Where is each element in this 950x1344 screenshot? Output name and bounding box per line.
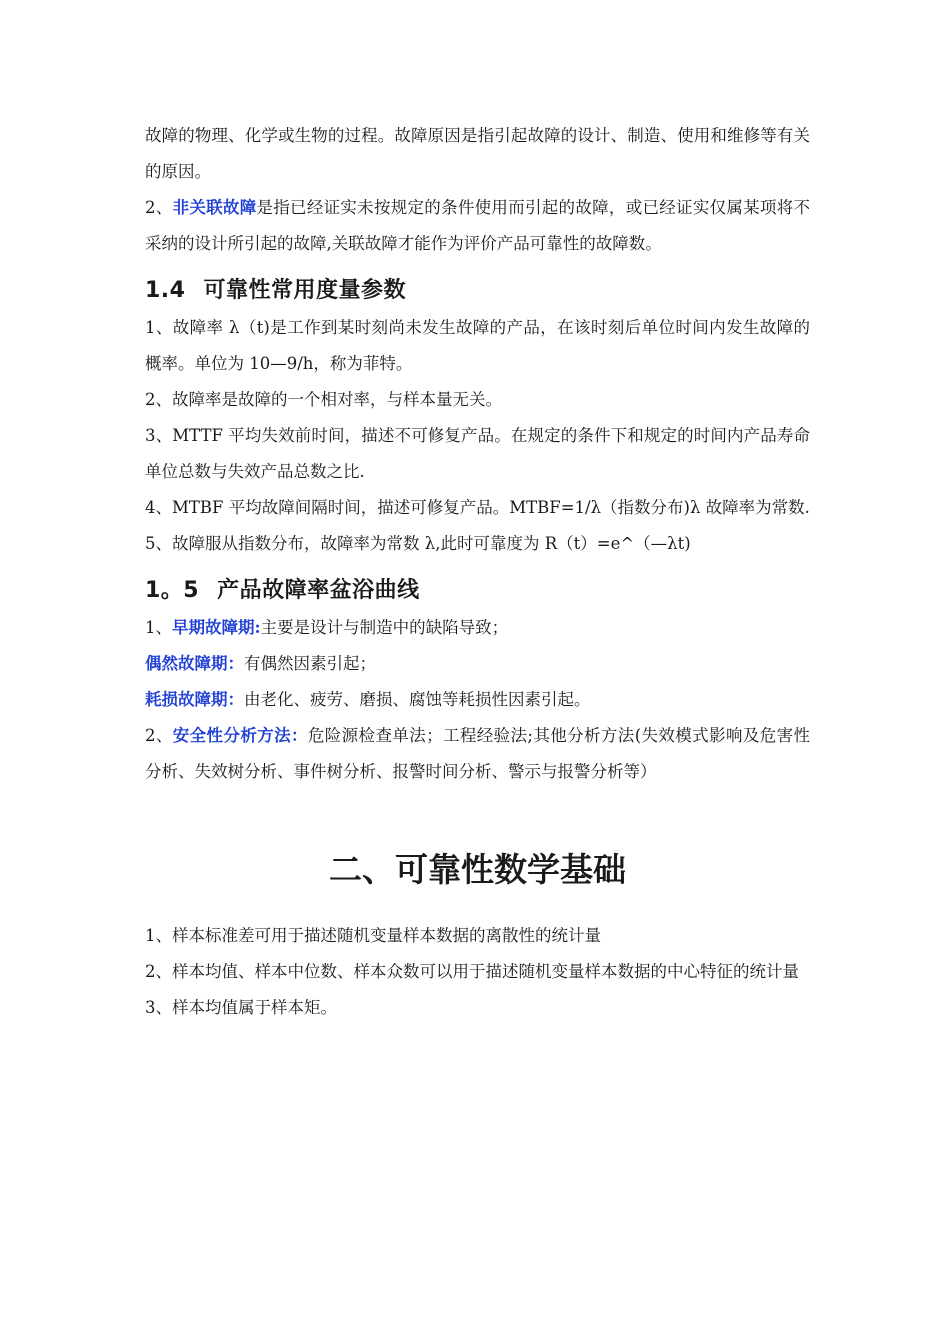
item-text: 是指已经证实未按规定的条件使用而引起的故障，或已经证实仅属某项将不采纳的设计所引起的故障,关联故障才能作为评价产品可靠性的故障数。 [145, 198, 811, 253]
list-item: 3、样本均值属于样本矩。 [145, 998, 337, 1017]
list-item: 5、故障服从指数分布，故障率为常数 λ,此时可靠度为 R（t）=e^（—λt) [145, 534, 691, 553]
list-item [145, 682, 810, 718]
list-item: 4、MTBF 平均故障间隔时间，描述可修复产品。MTBF=1/λ（指数分布)λ 故障率为常数. [145, 498, 810, 517]
list-item: 2、样本均值、样本中位数、样本众数可以用于描述随机变量样本数据的中心特征的统计量 [145, 962, 799, 981]
section-number: 1。5 [145, 578, 200, 603]
item-text: 主要是设计与制造中的缺陷导致； [260, 618, 509, 637]
paragraph-intro [145, 118, 810, 190]
item-text: 由老化、疲劳、磨损、腐蚀等耗损性因素引起。 [244, 690, 591, 709]
item-number: 2、 [145, 198, 173, 217]
list-item: 2、故障率是故障的一个相对率，与样本量无关。 [145, 390, 502, 409]
section-heading-1-4 [145, 276, 810, 306]
item-number: 1、 [145, 618, 172, 637]
term-random-failure: 偶然故障期： [145, 654, 244, 673]
item-text: 有偶然因素引起； [244, 654, 376, 673]
list-item [145, 610, 810, 646]
term-wearout-failure: 耗损故障期： [145, 690, 244, 709]
list-item: 1、故障率 λ（t)是工作到某时刻尚未发生故障的产品，在该时刻后单位时间内发生故障的概率。单位为 10—9/h，称为菲特。 [145, 318, 810, 373]
term-early-failure: 早期故障期: [172, 618, 261, 637]
list-item: 3、MTTF 平均失效前时间，描述不可修复产品。在规定的条件下和规定的时间内产品寿命单位总数与失效产品总数之比. [145, 426, 810, 481]
section-number: 1.4 [145, 278, 186, 303]
list-item: 1、样本标准差可用于描述随机变量样本数据的离散性的统计量 [145, 926, 601, 945]
item-text: 危险源检查单法；工程经验法;其他分析方法(失效模式影响及危害性分析、失效树分析、事件树分析、报警时间分析、警示与报警分析等） [145, 726, 811, 781]
intro-text: 故障的物理、化学或生物的过程。故障原因是指引起故障的设计、制造、使用和维修等有关的原因。 [145, 126, 810, 181]
section-heading-1-5 [145, 576, 810, 606]
term-non-related-fault: 非关联故障 [172, 198, 257, 217]
list-item [145, 718, 810, 790]
chapter-title: 二、可靠性数学基础 [329, 850, 626, 889]
document-body [145, 118, 810, 1026]
term-safety-analysis: 安全性分析方法： [172, 726, 308, 745]
item-number: 2、 [145, 726, 173, 745]
list-item [145, 646, 810, 682]
paragraph-non-related-fault [145, 190, 810, 262]
section-title: 产品故障率盆浴曲线 [217, 578, 420, 603]
section-title: 可靠性常用度量参数 [203, 278, 406, 303]
